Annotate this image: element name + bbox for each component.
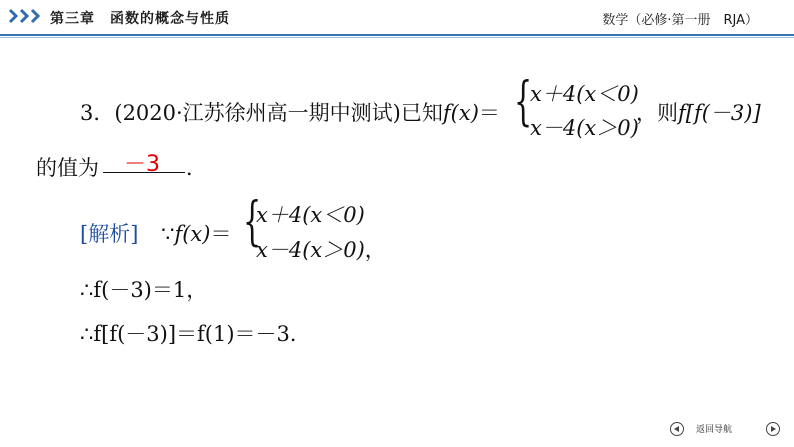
solution-tag: [解析] xyxy=(80,222,139,246)
solution-brace: { xyxy=(243,192,262,252)
problem-case-2: x－4(x＞0) xyxy=(530,116,639,140)
problem-target: f[f(－3)] xyxy=(678,101,761,125)
return-nav-link[interactable]: 返回导航 xyxy=(696,425,733,435)
solution-intro xyxy=(80,218,231,248)
chapter-title: 第三章 函数的概念与性质 xyxy=(50,11,230,27)
problem-end: ． xyxy=(186,156,207,180)
chevrons-icon xyxy=(8,8,42,24)
problem-statement xyxy=(80,97,500,127)
problem-source: (2020·江苏徐州高一期中测试) xyxy=(114,101,401,125)
problem-case-1: x＋4(x＜0) xyxy=(530,82,639,106)
solution-function: f(x) xyxy=(174,222,211,246)
problem-brace: { xyxy=(514,72,533,132)
footer-nav xyxy=(670,419,780,439)
solution-step-2: ∴f[f(－3)]＝f(1)＝－3． xyxy=(80,322,311,346)
header-divider xyxy=(0,34,794,36)
next-page-icon[interactable] xyxy=(766,422,780,436)
solution-case-1: x＋4(x＜0) xyxy=(256,203,365,227)
problem-equals: ＝ xyxy=(478,101,500,125)
book-title: 数学（必修·第一册 RJA） xyxy=(602,13,758,28)
problem-number: 3． xyxy=(80,101,115,125)
because-symbol: ∵ xyxy=(161,222,175,246)
answer-value: －3 xyxy=(124,152,160,177)
header-divider-thin xyxy=(0,37,794,38)
problem-tail: 的值为 xyxy=(36,156,99,180)
solution-case-2: x－4(x＞0)， xyxy=(256,238,386,262)
prev-page-icon[interactable] xyxy=(670,422,684,436)
problem-given: 已知 xyxy=(400,101,443,125)
problem-function: f(x) xyxy=(442,101,479,125)
solution-equals: ＝ xyxy=(210,222,232,246)
problem-ask: ，则f[f(－3)] xyxy=(636,101,761,125)
solution-step-1: ∴f(－3)＝1， xyxy=(80,278,208,302)
page-header xyxy=(0,0,794,36)
